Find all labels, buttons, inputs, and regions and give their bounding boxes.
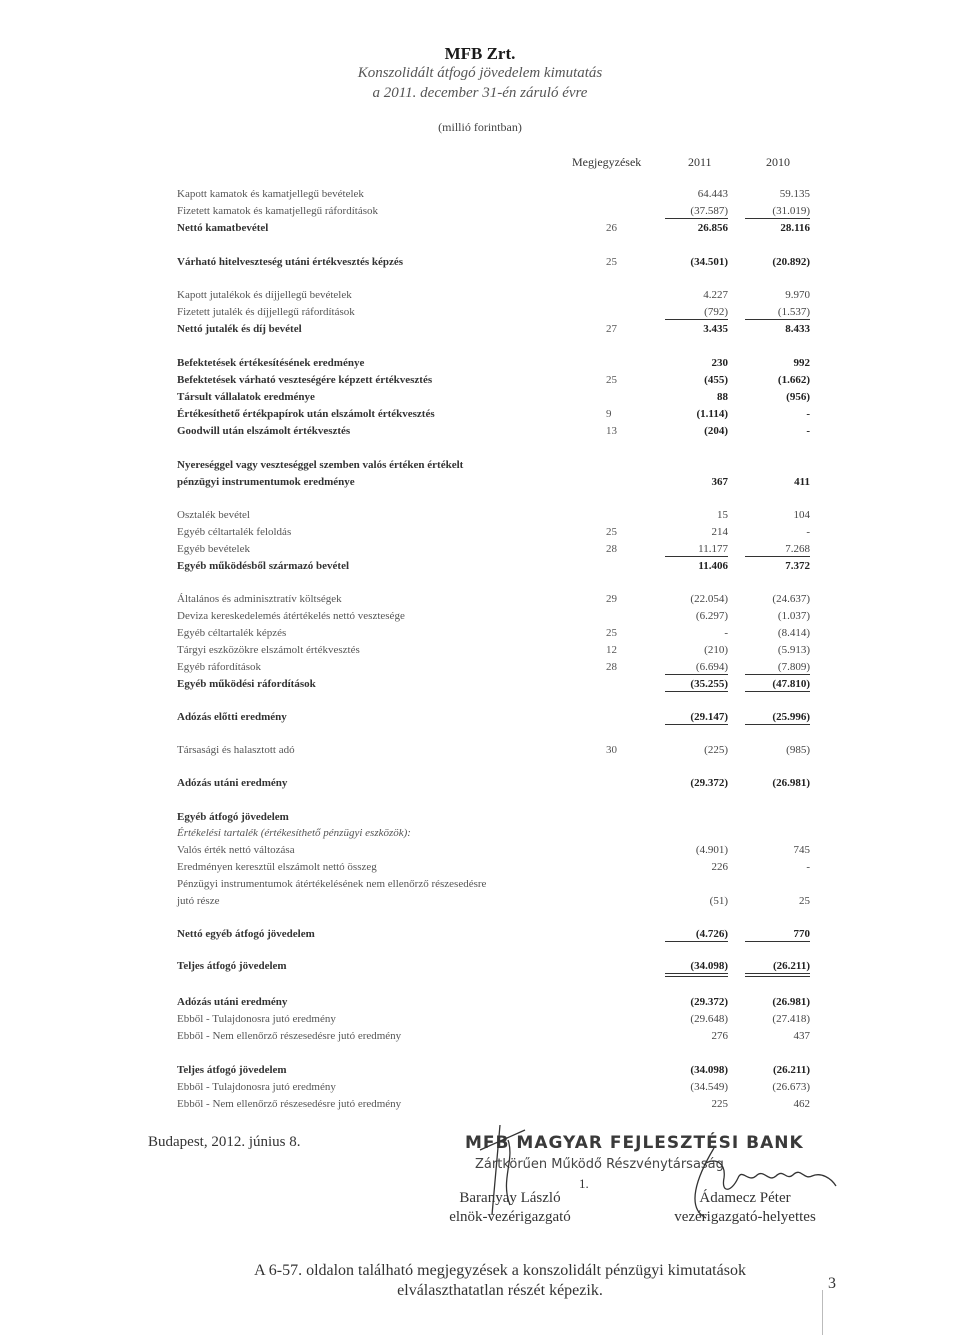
subtotal-rule — [665, 674, 728, 675]
subtotal-rule — [745, 674, 810, 675]
table-row: Általános és adminisztratív költségek 29 (22.054) (24.637) — [177, 593, 810, 605]
table-row: Kapott jutalékok és díjjellegű bevételek 4.227 9.970 — [177, 289, 810, 301]
table-row: Egyéb működési ráfordítások (35.255) (47.810) — [177, 678, 810, 690]
table-row: Kapott kamatok és kamatjellegű bevételek 64.443 59.135 — [177, 188, 810, 200]
table-row: Adózás utáni eredmény (29.372) (26.981) — [177, 996, 810, 1008]
total-rule — [745, 724, 810, 725]
total-rule — [745, 941, 810, 942]
margin-mark — [822, 1290, 823, 1335]
table-row: Nyereséggel vagy veszteséggel szemben valós értéken értékelt — [177, 459, 464, 471]
table-row: Egyéb céltartalék képzés 25 - (8.414) — [177, 627, 810, 639]
table-row: Tárgyi eszközökre elszámolt értékvesztés 12 (210) (5.913) — [177, 644, 810, 656]
subtotal-rule — [745, 218, 810, 219]
column-header-2010: 2010 — [766, 155, 790, 169]
column-header-notes: Megjegyzések — [572, 155, 642, 169]
currency-unit: (millió forintban) — [438, 120, 522, 134]
table-row: Nettó egyéb átfogó jövedelem (4.726) 770 — [177, 928, 810, 940]
signer-1-name: Baranyay László — [459, 1190, 561, 1206]
page-number: 3 — [828, 1275, 836, 1292]
table-row: Teljes átfogó jövedelem (34.098) (26.211) — [177, 960, 810, 972]
table-row: Fizetett jutalék és díjjellegű ráfordítások (792) (1.537) — [177, 306, 810, 318]
table-row: jutó része (51) 25 — [177, 895, 810, 907]
double-total-rule — [745, 976, 810, 977]
table-row: Egyéb céltartalék feloldás 25 214 - — [177, 526, 810, 538]
bank-stamp-type: Zártkörűen Működő Részvénytársaság — [475, 1157, 724, 1172]
table-row: Társasági és halasztott adó 30 (225) (985) — [177, 744, 810, 756]
total-rule — [665, 691, 728, 692]
table-row: Eredményen keresztül elszámolt nettó összeg 226 - — [177, 861, 810, 873]
company-name: MFB Zrt. — [444, 44, 516, 63]
table-row: Befektetések értékesítésének eredménye 230 992 — [177, 357, 810, 369]
column-header-2011: 2011 — [688, 155, 712, 169]
table-row: Nettó kamatbevétel 26 26.856 28.116 — [177, 222, 810, 234]
table-row: Egyéb bevételek 28 11.177 7.268 — [177, 543, 810, 555]
subtotal-rule — [665, 218, 728, 219]
statement-title: Konszolidált átfogó jövedelem kimutatás — [357, 65, 603, 81]
table-row: Ebből - Nem ellenőrző részesedésre jutó eredmény 276 437 — [177, 1030, 810, 1042]
table-row: Egyéb ráfordítások 28 (6.694) (7.809) — [177, 661, 810, 673]
table-row: Ebből - Tulajdonosra jutó eredmény (29.648) (27.418) — [177, 1013, 810, 1025]
signer-1-title: elnök-vezérigazgató — [449, 1209, 571, 1225]
table-row: Várható hitelveszteség utáni értékvesztés képzés 25 (34.501) (20.892) — [177, 256, 810, 268]
subtotal-rule — [745, 556, 810, 557]
table-row: Értékesíthető értékpapírok után elszámolt értékvesztés 9 (1.114) - — [177, 408, 810, 420]
total-rule — [665, 973, 728, 974]
signer-2-title: vezérigazgató-helyettes — [674, 1209, 816, 1225]
table-row: Teljes átfogó jövedelem (34.098) (26.211) — [177, 1064, 810, 1076]
table-row: Egyéb átfogó jövedelem — [177, 811, 289, 823]
table-row: Társult vállalatok eredménye 88 (956) — [177, 391, 810, 403]
total-rule — [665, 724, 728, 725]
table-row: Goodwill után elszámolt értékvesztés 13 (204) - — [177, 425, 810, 437]
double-total-rule — [665, 976, 728, 977]
table-row: Fizetett kamatok és kamatjellegű ráfordítások (37.587) (31.019) — [177, 205, 810, 217]
subtotal-rule — [665, 556, 728, 557]
table-row: Nettó jutalék és díj bevétel 27 3.435 8.433 — [177, 323, 810, 335]
notes-disclaimer-line1: A 6-57. oldalon található megjegyzések a konszolidált pénzügyi kimutatások — [254, 1262, 746, 1279]
table-row: Értékelési tartalék (értékesíthető pénzügyi eszközök): — [177, 827, 411, 839]
place-and-date: Budapest, 2012. június 8. — [148, 1134, 301, 1150]
table-row: Deviza kereskedelemés átértékelés nettó vesztesége (6.297) (1.037) — [177, 610, 810, 622]
table-row: Adózás utáni eredmény (29.372) (26.981) — [177, 777, 810, 789]
subtotal-rule — [745, 319, 810, 320]
table-row: Egyéb működésből származó bevétel 11.406 7.372 — [177, 560, 810, 572]
total-rule — [745, 691, 810, 692]
table-row: Pénzügyi instrumentumok átértékelésének nem ellenőrző részesedésre — [177, 878, 487, 890]
subtotal-rule — [665, 319, 728, 320]
total-rule — [745, 973, 810, 974]
signer-2-name: Ádamecz Péter — [699, 1190, 791, 1206]
bank-stamp-name: MFB MAGYAR FEJLESZTÉSI BANK — [465, 1133, 804, 1153]
table-row: pénzügyi instrumentumok eredménye 367 411 — [177, 476, 810, 488]
total-rule — [665, 941, 728, 942]
table-row: Osztalék bevétel 15 104 — [177, 509, 810, 521]
table-row: Valós érték nettó változása (4.901) 745 — [177, 844, 810, 856]
table-row: Adózás előtti eredmény (29.147) (25.996) — [177, 711, 810, 723]
table-row: Befektetések várható veszteségére képzett értékvesztés 25 (455) (1.662) — [177, 374, 810, 386]
table-row: Ebből - Tulajdonosra jutó eredmény (34.549) (26.673) — [177, 1081, 810, 1093]
stamp-number: 1. — [579, 1176, 589, 1191]
table-row: Ebből - Nem ellenőrző részesedésre jutó eredmény 225 462 — [177, 1098, 810, 1110]
statement-period: a 2011. december 31-én záruló évre — [372, 85, 588, 101]
notes-disclaimer-line2: elválaszthatatlan részét képezik. — [397, 1282, 603, 1299]
